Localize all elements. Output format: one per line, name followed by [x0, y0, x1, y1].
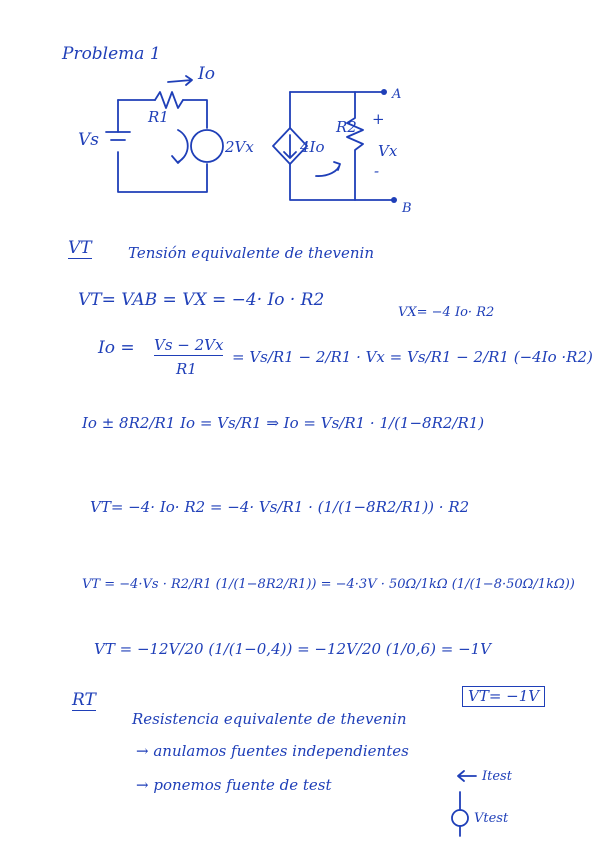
vt-equation-6: VT = −12V/20 (1/(1−0,4)) = −12V/20 (1/0,6) = −1V	[94, 640, 492, 658]
loop-arrow	[316, 162, 340, 176]
page-title: Problema 1	[62, 44, 161, 64]
io-equation-rest: = Vs/R1 − 2/R1 · Vx = Vs/R1 − 2/R1 (−4Io ·R2)	[232, 348, 593, 366]
vs-battery	[106, 132, 130, 140]
rt-step-2: → ponemos fuente de test	[136, 776, 332, 794]
r2-resistor	[347, 92, 363, 200]
vt-subtitle: Tensión equivalente de thevenin	[128, 244, 374, 262]
vtest-label: Vtest	[474, 811, 509, 826]
minus-sign: -	[374, 162, 380, 180]
vtest-symbol	[452, 771, 476, 836]
io-solved-equation: Io ± 8R2/R1 Io = Vs/R1 ⇒ Io = Vs/R1 · 1/(1−8R2/R1)	[82, 414, 485, 432]
vt-result-box: VT= −1V	[462, 686, 545, 707]
plus-sign: +	[372, 110, 385, 128]
terminal-a: A	[392, 87, 402, 102]
r1-resistor	[155, 92, 183, 108]
rt-step-1: → anulamos fuentes independientes	[136, 742, 409, 760]
terminal-b: B	[402, 201, 412, 216]
rt-subtitle: Resistencia equivalente de thevenin	[132, 710, 407, 728]
dependent-voltage-source	[191, 130, 223, 162]
itest-arrow	[458, 771, 476, 781]
vx-label: Vx	[378, 142, 398, 160]
dependent-source-label: 2Vx	[225, 138, 254, 156]
mesh-arrow	[172, 130, 188, 163]
io-equation-left: Io =	[98, 338, 135, 358]
io-label: Io	[198, 64, 215, 84]
vt-equation-5: VT = −4·Vs · R2/R1 (1/(1−8R2/R1)) = −4·3V · 50Ω/1kΩ (1/(1−8·50Ω/1kΩ))	[82, 577, 575, 592]
r1-label: R1	[148, 108, 169, 126]
vt-heading: VT	[68, 238, 92, 258]
rt-heading: RT	[72, 690, 96, 710]
vx-side-note: VX= −4 Io· R2	[398, 305, 495, 320]
left-circuit	[106, 76, 223, 192]
itest-label: Itest	[482, 769, 512, 784]
vt-equation-1: VT= VAB = VX = −4· Io · R2	[78, 290, 325, 310]
io-arrow	[168, 76, 192, 85]
io-fraction-denominator: R1	[176, 360, 197, 378]
r2-label: R2	[336, 118, 357, 136]
vt-equation-4: VT= −4· Io· R2 = −4· Vs/R1 · (1/(1−8R2/R1)) · R2	[90, 498, 470, 516]
vs-label: Vs	[78, 130, 100, 150]
io-fraction-numerator: Vs − 2Vx	[154, 336, 224, 354]
current-source-label: 4Io	[300, 138, 325, 156]
